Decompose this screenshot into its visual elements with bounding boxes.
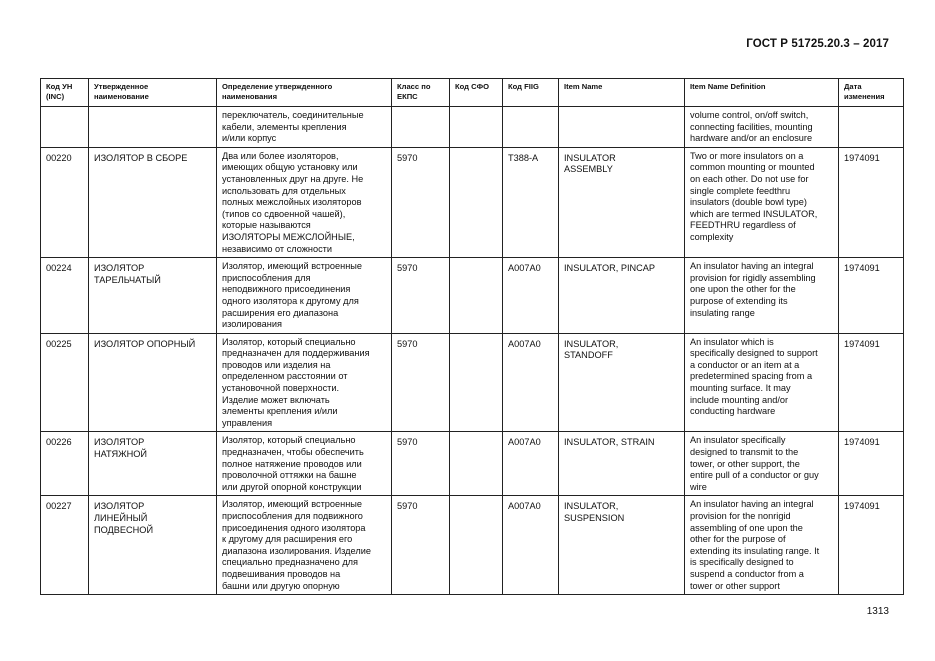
cell-date: 1974091: [839, 432, 904, 496]
col-header-sfo: Код СФО: [450, 79, 503, 107]
cell-item-name: INSULATOR, PINCAP: [559, 258, 685, 334]
col-header-definition-ru: Определение утвержденного наименования: [217, 79, 392, 107]
col-header-definition-en: Item Name Definition: [685, 79, 839, 107]
cell-definition-en: volume control, on/off switch, connecting facilities, mounting hardware and/or an enclosure: [685, 107, 839, 148]
col-header-item-name: Item Name: [559, 79, 685, 107]
cell-definition-ru: Изолятор, который специально предназначен, чтобы обеспечить полное натяжение проводов или проволочной оттяжки на башне или другой опорной конструкции: [217, 432, 392, 496]
cell-inc: 00224: [41, 258, 89, 334]
col-header-fiig: Код FIIG: [503, 79, 559, 107]
cell-item-name: INSULATOR ASSEMBLY: [559, 147, 685, 257]
cell-date: 1974091: [839, 496, 904, 595]
cell-inc: 00227: [41, 496, 89, 595]
cell-definition-en: An insulator having an integral provision for rigidly assembling one upon the other for the purpose of extending its insulating range: [685, 258, 839, 334]
cell-inc: [41, 107, 89, 148]
cell-sfo: [450, 107, 503, 148]
cell-fiig: [503, 107, 559, 148]
table-row: [41, 147, 904, 257]
table-row: [41, 333, 904, 432]
cell-inc: 00220: [41, 147, 89, 257]
cell-class: 5970: [392, 496, 450, 595]
catalog-table: [40, 78, 904, 595]
cell-inc: 00225: [41, 333, 89, 432]
table-row: [41, 432, 904, 496]
table-header-row: [41, 79, 904, 107]
cell-date: 1974091: [839, 147, 904, 257]
cell-date: 1974091: [839, 333, 904, 432]
cell-name-ru: ИЗОЛЯТОР НАТЯЖНОЙ: [89, 432, 217, 496]
cell-definition-en: An insulator specifically designed to transmit to the tower, or other support, the entire pull of a conductor or guy wire: [685, 432, 839, 496]
cell-item-name: INSULATOR, SUSPENSION: [559, 496, 685, 595]
cell-sfo: [450, 432, 503, 496]
cell-class: 5970: [392, 147, 450, 257]
cell-definition-en: An insulator which is specifically designed to support a conductor or an item at a predetermined spacing from a mounting surface. It may include mounting and/or conducting hardware: [685, 333, 839, 432]
cell-fiig: T388-A: [503, 147, 559, 257]
cell-class: 5970: [392, 333, 450, 432]
cell-sfo: [450, 147, 503, 257]
table-row: [41, 107, 904, 148]
cell-definition-ru: Изолятор, имеющий встроенные приспособления для подвижного присоединения одного изолятора к другому для расширения его диапазона изолирования. Изделие специально предназначено для подвешивания проводов на башни или другую опорную: [217, 496, 392, 595]
cell-sfo: [450, 333, 503, 432]
cell-definition-ru: Изолятор, который специально предназначен для поддерживания проводов или изделия на определенном расстоянии от установочной поверхности. Изделие может включать элементы крепления и/или управления: [217, 333, 392, 432]
cell-name-ru: ИЗОЛЯТОР В СБОРЕ: [89, 147, 217, 257]
cell-name-ru: ИЗОЛЯТОР ОПОРНЫЙ: [89, 333, 217, 432]
cell-sfo: [450, 496, 503, 595]
document-title: ГОСТ Р 51725.20.3 – 2017: [746, 38, 889, 50]
table-row: [41, 258, 904, 334]
cell-name-ru: ИЗОЛЯТОР ТАРЕЛЬЧАТЫЙ: [89, 258, 217, 334]
col-header-name-ru: Утвержденное наименование: [89, 79, 217, 107]
col-header-inc: Код УН (INC): [41, 79, 89, 107]
cell-fiig: A007A0: [503, 496, 559, 595]
cell-name-ru: ИЗОЛЯТОР ЛИНЕЙНЫЙ ПОДВЕСНОЙ: [89, 496, 217, 595]
cell-class: 5970: [392, 432, 450, 496]
cell-definition-ru: Два или более изоляторов, имеющих общую установку или установленных друг на друге. Не использовать для отдельных полных межслойных изоляторов (типов со сдвоенной чашей), которые называются ИЗОЛЯТОРЫ МЕЖСЛОЙНЫЕ, независимо от сложности: [217, 147, 392, 257]
cell-fiig: A007A0: [503, 258, 559, 334]
cell-inc: 00226: [41, 432, 89, 496]
cell-fiig: A007A0: [503, 333, 559, 432]
cell-definition-en: An insulator having an integral provision for the nonrigid assembling of one upon the other for the purpose of extending its insulating range. It is specifically designed to suspend a conductor from a tower or other support: [685, 496, 839, 595]
cell-item-name: INSULATOR, STRAIN: [559, 432, 685, 496]
table-row: [41, 496, 904, 595]
cell-definition-en: Two or more insulators on a common mounting or mounted on each other. Do not use for single complete feedthru insulators (double bowl type) which are termed INSULATOR, FEEDTHRU regardless of complexity: [685, 147, 839, 257]
cell-name-ru: [89, 107, 217, 148]
cell-item-name: INSULATOR, STANDOFF: [559, 333, 685, 432]
cell-definition-ru: Изолятор, имеющий встроенные приспособления для неподвижного присоединения одного изолятора к другому для расширения его диапазона изолирования: [217, 258, 392, 334]
cell-sfo: [450, 258, 503, 334]
col-header-date: Дата изменения: [839, 79, 904, 107]
cell-date: [839, 107, 904, 148]
page-number: 1313: [866, 606, 889, 617]
cell-fiig: A007A0: [503, 432, 559, 496]
cell-class: [392, 107, 450, 148]
cell-item-name: [559, 107, 685, 148]
col-header-class: Класс по ЕКПС: [392, 79, 450, 107]
cell-date: 1974091: [839, 258, 904, 334]
cell-definition-ru: переключатель, соединительные кабели, элементы крепления и/или корпус: [217, 107, 392, 148]
cell-class: 5970: [392, 258, 450, 334]
